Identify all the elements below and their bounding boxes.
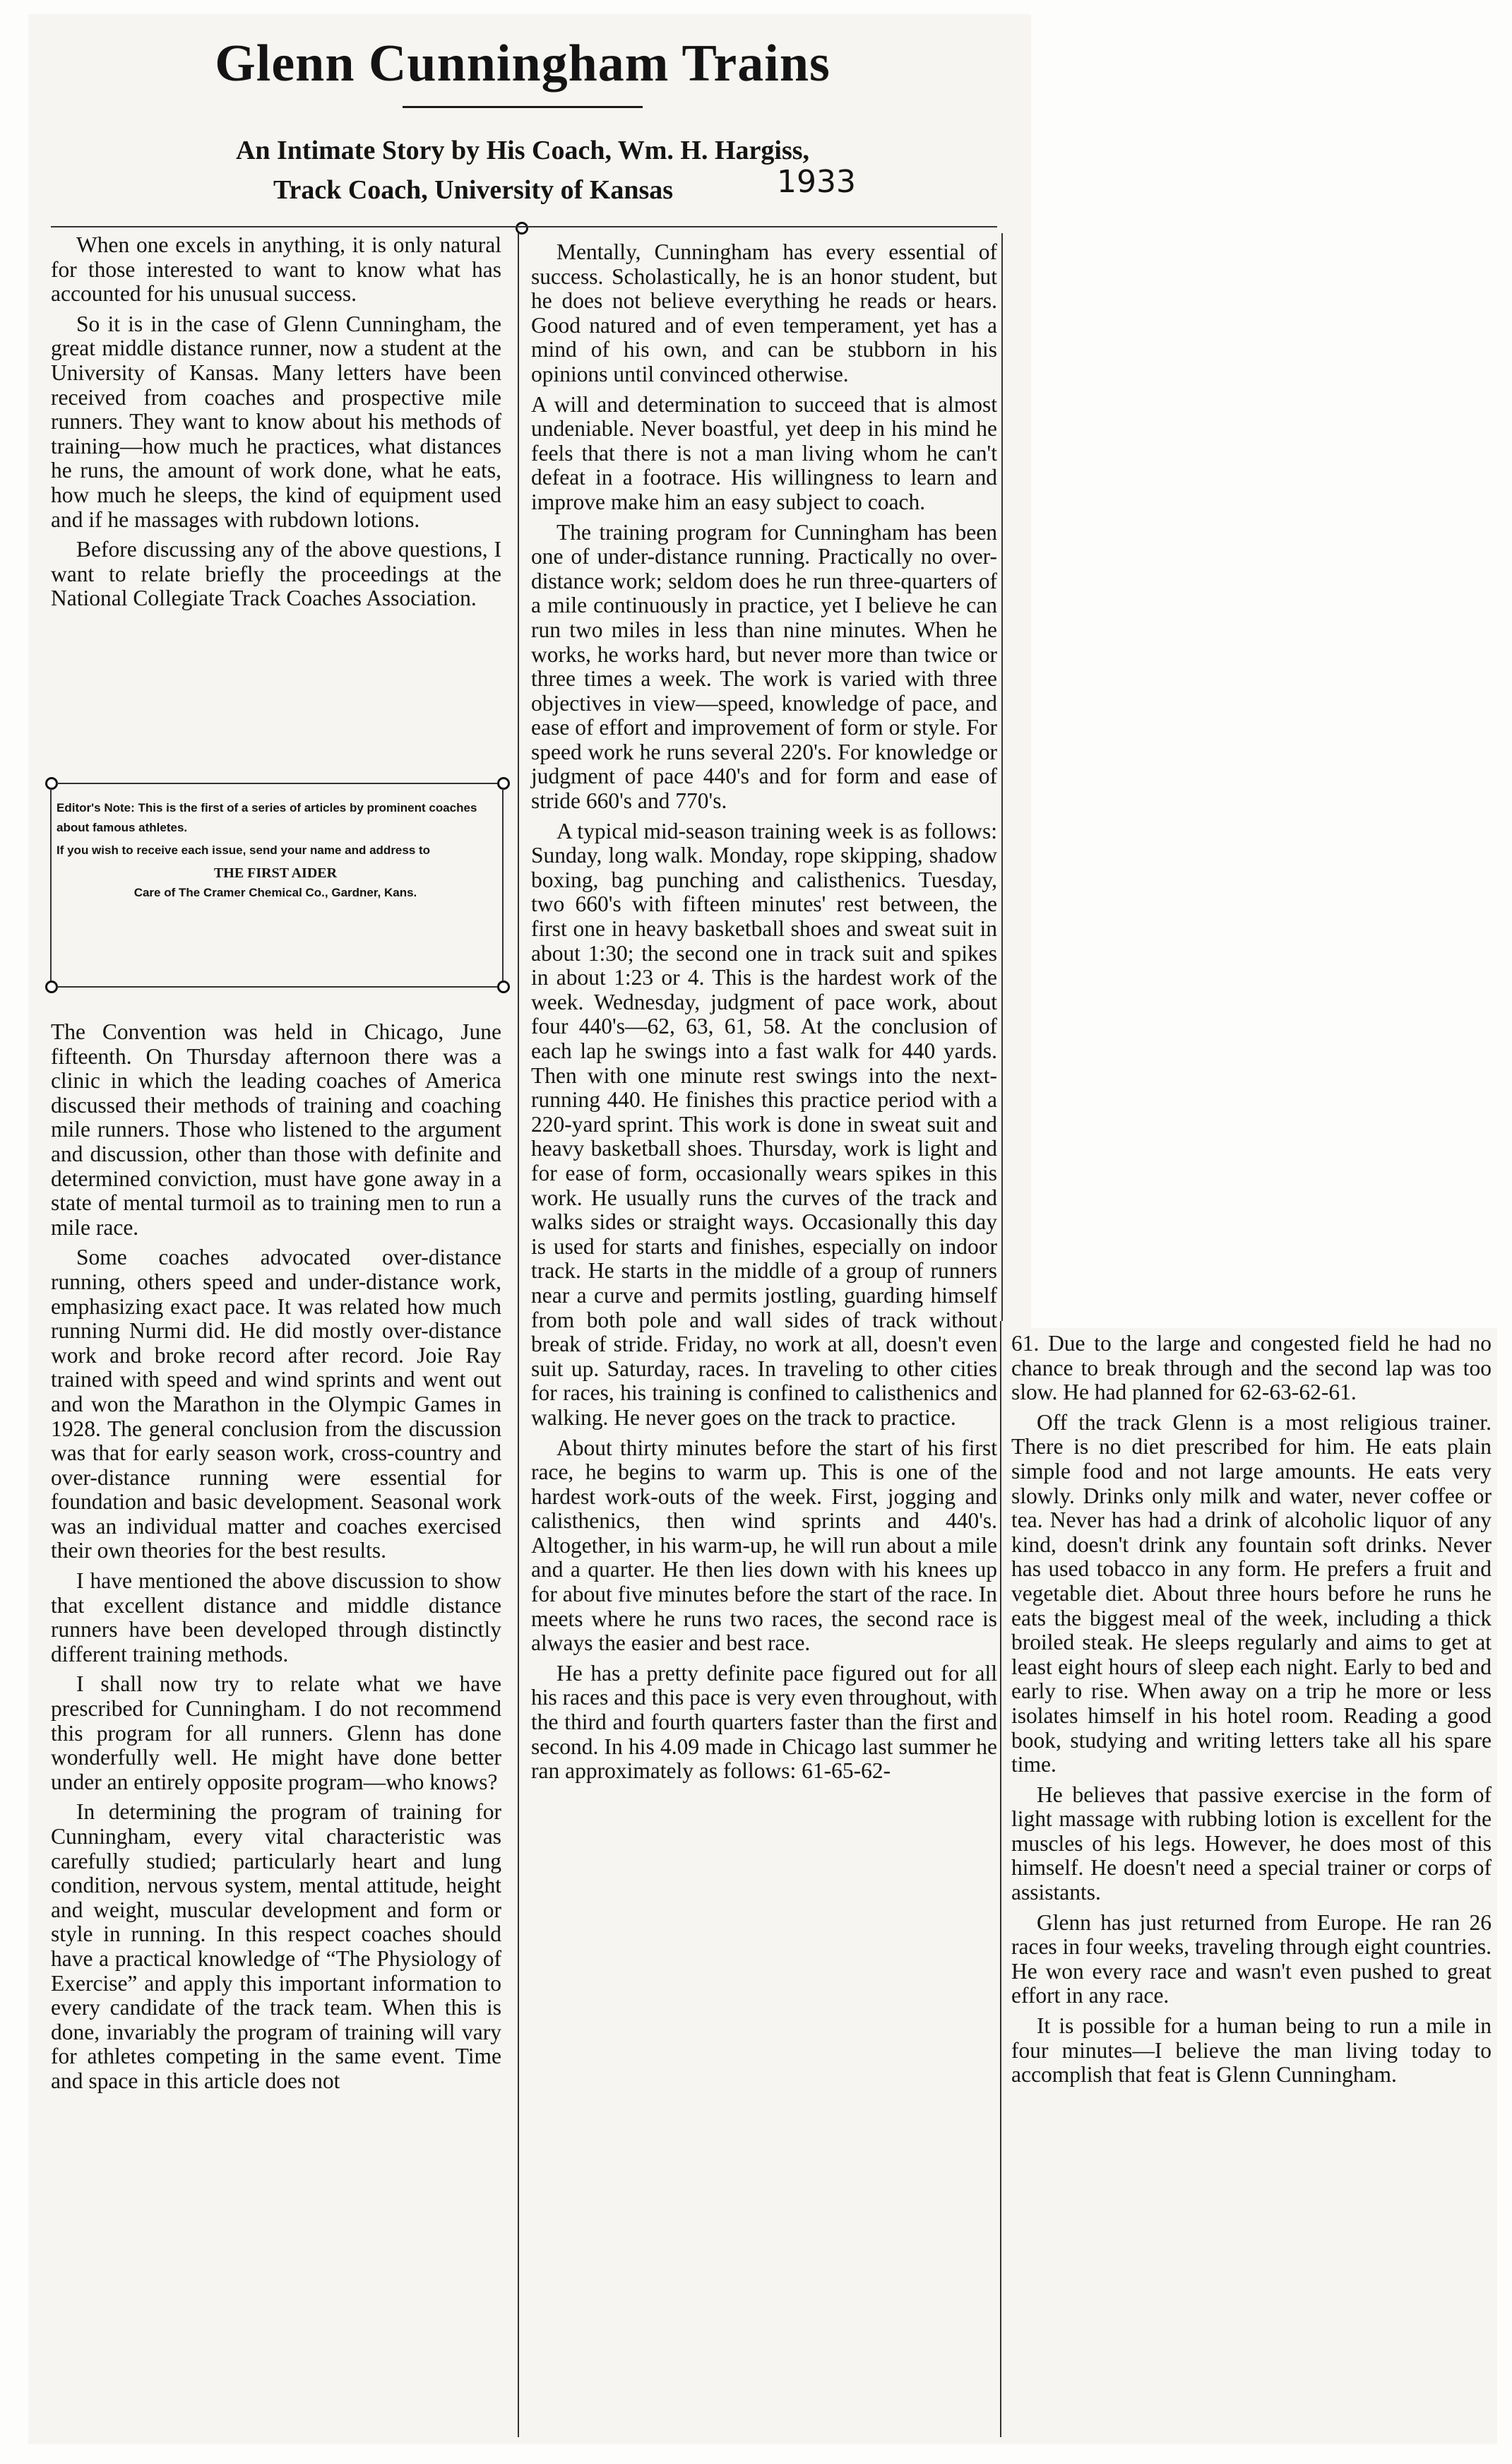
editor-note-text: Editor's Note: This is the first of a series of articles by prominent coaches about famous athletes. xyxy=(56,801,477,834)
paragraph: In determining the program of training for Cunningham, every vital characteristic was carefully studied; particularly heart and lung condition, nervous system, mental attitude, height and weight, muscular development and form or style in running. In this respect coaches should have a practical knowledge of “The Physiology of Exercise” and apply this important information to every candidate of the track team. When this is done, invariably the program of training will vary for athletes competing in the same event. Time and space in this article does not xyxy=(51,1799,501,2093)
paragraph: Mentally, Cunningham has every essential of success. Scholastically, he is an honor student, but he does not believe everything he reads or hears. Good natured and of even temperament, yet has a mind of his own, and can be stubborn in his opinions until convinced otherwise. xyxy=(531,239,997,386)
ornament-dot-box-tr xyxy=(497,777,510,790)
paragraph: I shall now try to relate what we have prescribed for Cunningham. I do not recommend this program for all runners. Glenn has done wonderfully well. He might have done better under an entirely opposite program—who knows? xyxy=(51,1671,501,1794)
box-rule-right xyxy=(502,788,504,981)
column-3 xyxy=(1011,1332,1492,2093)
byline-line1: An Intimate Story by His Coach, Wm. H. Hargiss, xyxy=(235,136,810,165)
ornament-dot-box-br xyxy=(497,981,510,993)
column-1-top xyxy=(51,233,501,617)
paragraph: He has a pretty definite pace figured out for all his races and this pace is very even throughout, with the third and fourth quarters faster than the first and second. In his 4.09 made in Chicago last summer he ran approximately as follows: 61-65-62- xyxy=(531,1660,997,1784)
paragraph: A typical mid-season training week is as follows: Sunday, long walk. Monday, rope skipping, shadow boxing, bag punching and calisthenics. Tuesday, two 660's with fifteen minutes' rest between, the first one in heavy basketball shoes and sweat suit in about 1:30; the second one in track suit and spikes in about 1:23 or 4. This is the hardest work of the week. Wednesday, judgment of pace work, about four 440's—62, 63, 61, 58. At the conclusion of each lap he swings into a fast walk for 440 yards. Then with one minute rest swings into the next-running 440. He finishes this practice period with a 220-yard sprint. This work is done in sweat suit and heavy basketball shoes. Thursday, work is light and for ease of form, occasionally wears spikes in this work. He usually runs the curves of the track and walks sides or straight ways. Occasionally this day is used for starts and finishes, especially on indoor track. He starts in the middle of a group of runners near a curve and permits jostling, guarding himself from both pole and wall sides of track without break of stride. Friday, no work at all, doesn't even suit up. Saturday, races. In traveling to other cities for races, his training is confined to calisthenics and walking. He never goes on the track to practice. xyxy=(531,818,997,1430)
paragraph: 61. Due to the large and congested field he had no chance to break through and the second lap was too slow. He had planned for 62-63-62-61. xyxy=(1011,1331,1492,1405)
column-2 xyxy=(531,240,997,1789)
editor-note-address: Care of The Cramer Chemical Co., Gardner, Kans. xyxy=(133,886,417,899)
column-divider-2 xyxy=(1000,1321,1001,2437)
paragraph: When one excels in anything, it is only natural for those interested to want to know what has accounted for his unusual success. xyxy=(51,232,501,307)
editor-note-subscribe: If you wish to receive each issue, send your name and address to xyxy=(56,843,431,857)
paragraph: Glenn has just returned from Europe. He ran 26 races in four weeks, traveling through eight countries. He won every race and wasn't even pushed to great effort in any race. xyxy=(1011,1909,1492,2008)
paragraph: About thirty minutes before the start of his first race, he begins to warm up. This is one of the hardest work-outs of the week. First, jogging and calisthenics, then wind sprints and 440's. Altogether, in his warm-up, he will run about a mile and a quarter. He then lies down with his knees up for about five minutes before the start of the race. In meets where he runs two races, the second race is always the easier and best race. xyxy=(531,1435,997,1656)
paragraph: So it is in the case of Glenn Cunningham, the great middle distance runner, now a student at the University of Kansas. Many letters have been received from coaches and prospective mile runners. They want to know about his methods of training—how much he practices, what distances he runs, the amount of work done, what he eats, how much he sleeps, the kind of equipment used and if he massages with rubdown lotions. xyxy=(51,311,501,532)
box-rule-bottom xyxy=(56,986,497,988)
masthead xyxy=(28,28,1017,99)
column-divider-1 xyxy=(518,233,519,2437)
title-rule xyxy=(403,106,643,108)
column-1-bottom xyxy=(51,1020,501,2099)
box-rule-left xyxy=(50,788,52,981)
paragraph: The Convention was held in Chicago, June fifteenth. On Thursday afternoon there was a clinic in which the leading coaches of America discussed their methods of training and coaching mile runners. Those who listened to the argument and discussion, other than those with definite and determined conviction, must have gone away in a state of mental turmoil as to training men to run a mile race. xyxy=(51,1019,501,1240)
paragraph: Before discussing any of the above questions, I want to relate briefly the proceedings at the National Collegiate Track Coaches Association. xyxy=(51,537,501,611)
paragraph: I have mentioned the above discussion to show that excellent distance and middle distance runners have been developed through distinctly different training methods. xyxy=(51,1568,501,1666)
paragraph: Off the track Glenn is a most religious trainer. There is no diet prescribed for him. He eats plain simple food and not large amounts. He eats very slowly. Drinks only milk and water, never coffee or tea. Never has had a drink of alcoholic liquor of any kind, doesn't drink any fountain soft drinks. Never has used tobacco in any form. He prefers a fruit and vegetable diet. About three hours before he runs he eats the biggest meal of the week, including a thick broiled steak. He sleeps regularly and aims to get at least eight hours of sleep each night. Early to bed and early to rise. When away on a trip he more or less isolates himself in his hotel room. Reading a good book, studying and writing letters take all his spare time. xyxy=(1011,1409,1492,1777)
editor-note-box xyxy=(56,798,494,959)
editor-note-publication: THE FIRST AIDER xyxy=(213,865,338,881)
byline xyxy=(28,131,1017,210)
paragraph: A will and determination to succeed that is almost undeniable. Never boastful, yet deep in his mind he feels that there is not a man living whom he can't defeat in a footrace. His willingness to learn and improve make him an easy subject to coach. xyxy=(531,391,997,514)
paragraph: Some coaches advocated over-distance running, others speed and under-distance work, emphasizing exact pace. It was related how much running Nurmi did. He did mostly over-distance work and broke record after record. Joie Ray trained with speed and wind sprints and went out and won the Marathon in the Olympic Games in 1928. The general conclusion from the discussion was that for early season work, cross-country and over-distance running were essential for foundation and basic development. Seasonal work was an individual matter and coaches exercised their own theories for the best results. xyxy=(51,1245,501,1563)
paragraph: The training program for Cunningham has been one of under-distance running. Practically no over-distance work; seldom does he run three-quarters of a mile continuously in practice, yet I believe he can run two miles in less than nine minutes. When he works, he works hard, but never more than twice or three times a week. The work is varied with three objectives in view—speed, knowledge of pace, and ease of effort and improvement of form or style. For speed work he runs several 220's. For knowledge or judgment of pace 440's and for form and ease of stride 660's and 770's. xyxy=(531,519,997,814)
handwritten-year: 1933 xyxy=(777,164,856,200)
header-rule xyxy=(51,226,997,227)
paragraph: He believes that passive exercise in the form of light massage with rubbing lotion is excellent for the muscles of his legs. However, he does most of this himself. He doesn't need a special trainer or corps of assistants. xyxy=(1011,1782,1492,1905)
byline-line2: Track Coach, University of Kansas xyxy=(273,175,674,205)
paragraph: It is possible for a human being to run a mile in four minutes—I believe the man living today to accomplish that feat is Glenn Cunningham. xyxy=(1011,2013,1492,2087)
article-title: Glenn Cunningham Trains xyxy=(215,35,831,93)
column-edge-upper xyxy=(1001,233,1003,1321)
box-rule-top xyxy=(56,783,497,784)
